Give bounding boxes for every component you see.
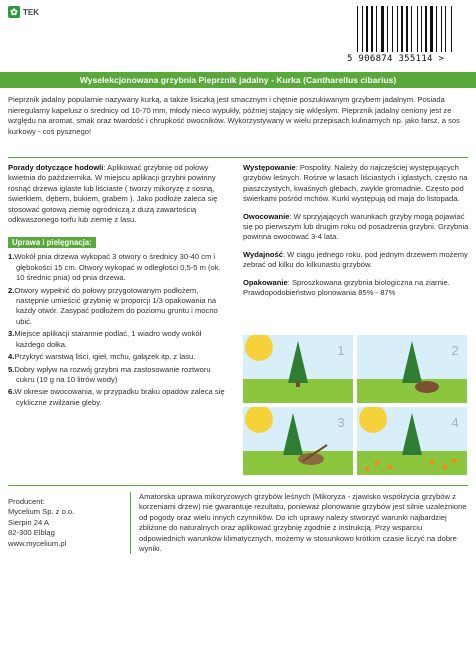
producer-website: www.mycelium.pl (8, 538, 67, 548)
occurrence-text: : Pospolity. Należy do najczęściej występujących grzybów leśnych. Rośnie w lasach liściastych i iglastych, często na piaszczystych, kwaśnych glebach, zwykle gromadnie. Często pod świerkami pośród mchów. Kurki występują od maja do listopada. (243, 163, 468, 204)
barcode-bar (378, 6, 380, 52)
pictogram-number: 3 (337, 415, 345, 430)
product-title: Wyselekcjonowana grzybnia Pieprznik jadalny - Kurka (Cantharellus cibarius) (0, 72, 476, 88)
barcode-bar (443, 6, 444, 52)
barcode-bar (406, 6, 408, 52)
fruiting-heading: Owocowanie (243, 211, 290, 221)
care-step: 2.Otwory wypełnić do połowy przygotowanym podłożem, następnie umieścić grzybnię w proporcji 1/3 opakowania na każdy otwór. Zasypać podłożem do poziomu gruntu i mocno ubić. (8, 285, 218, 326)
barcode (347, 6, 465, 68)
planting-pictograms (243, 335, 467, 475)
barcode-bar (418, 6, 420, 52)
barcode-bar (389, 6, 391, 52)
barcode-bar (441, 6, 442, 52)
tips-text: : Aplikować grzybnię od połowy kwietnia do października. W miejscu aplikacji grzybni powinny rosnąć drzewa iglaste lub liściaste ( tworzy mikoryzę z sosną, świerkiem, dębem, bukiem, grabem ). Jako podłoże zaleca się stosować gotową ziemię ogrodniczą z dużą zawartością odkwaszonego torfu lub ziemię z lasu. (8, 163, 218, 225)
packaging-text: : Sproszkowana grzybnia biologiczna na ziarnie. Prawdopodobieństwo plonowania 85% - 87% (243, 277, 450, 298)
yield-paragraph (243, 250, 469, 271)
barcode-bar (387, 6, 388, 52)
care-step: 6.W okresie owocowania, w przypadku braku opadów zaleca się cykliczne zwilżanie gleby. (8, 387, 225, 407)
barcode-bar (394, 6, 397, 52)
barcode-bar (421, 6, 422, 52)
barcode-bar (376, 6, 377, 52)
barcode-bar (364, 6, 365, 52)
disclaimer-text: Amatorska uprawa mikoryzowych grzybów leśnych (Mikoryza - zjawisko współżycia grzybów z korzeniami drzew) nie gwarantuje rezultatu, ponieważ plonowanie grzybów jest silnie uzależnione od pogody oraz wielu innych czynników. Do ich uprawy należy stworzyć warunki najbardziej zbliżone do naturalnych oraz aplikować grzybnię zgodnie z instrukcją. Przy wsparciu odpowiednich warunków klimatycznych, możemy w stosunkowo krótkim czasie liczyć na dobre wyniki. (130, 492, 470, 554)
barcode-bar (374, 6, 375, 52)
barcode-bar (451, 6, 452, 52)
barcode-bar (371, 6, 373, 52)
barcode-bar (359, 6, 361, 52)
barcode-bar (366, 6, 369, 52)
divider-bottom (8, 485, 468, 486)
pictogram-step-4 (357, 407, 467, 475)
barcode-bar (357, 6, 358, 52)
yield-text: : W ciągu jednego roku, pod jednym drzewem możemy zebrać od kilku do kilkunastu grzybów. (243, 249, 468, 270)
barcode-bar (434, 6, 435, 52)
packaging-heading: Opakowanie (243, 277, 288, 287)
barcode-bars (357, 6, 455, 52)
barcode-bar (397, 6, 398, 52)
tips-heading: Porady dotyczące hodowli (8, 163, 104, 172)
producer-label: Producent: (8, 497, 45, 506)
barcode-bar (445, 6, 447, 52)
barcode-bar (417, 6, 418, 52)
yield-heading: Wydajność (243, 249, 283, 259)
care-step: 3.Miejsce aplikacji starannie podlać, 1 wiadro wody wokół każdego dołka. (8, 329, 202, 349)
pictogram-number: 4 (451, 415, 459, 430)
barcode-bar (423, 6, 424, 52)
pictogram-step-1 (243, 335, 353, 403)
care-steps (8, 252, 230, 408)
occurrence-paragraph (243, 163, 469, 205)
care-step: 4.Przykryć warstwą liści, igieł, mchu, gałązek itp. z lasu. (8, 352, 196, 362)
occurrence-heading: Występowanie (243, 163, 296, 172)
leaf-icon: ✿ (8, 6, 20, 18)
pictogram-step-3 (243, 407, 353, 475)
barcode-bar (430, 6, 433, 52)
barcode-bar (362, 6, 363, 52)
right-column (243, 163, 469, 305)
left-column (8, 163, 230, 410)
pictogram-step-2 (357, 335, 467, 403)
barcode-bar (381, 6, 384, 52)
brand-text: TEK (23, 7, 39, 17)
barcode-bar (453, 6, 454, 52)
packaging-paragraph (243, 278, 469, 299)
pictogram-number: 2 (451, 343, 459, 358)
divider-top (8, 157, 468, 158)
care-step: 5.Dobry wpływ na rozwój grzybni ma zastosowanie roztworu cukru (10 g na 10 litrów wody) (8, 364, 211, 384)
barcode-bar (425, 6, 427, 52)
brand-logo (8, 6, 39, 18)
barcode-bar (404, 6, 405, 52)
barcode-bar (409, 6, 410, 52)
tips-paragraph (8, 163, 230, 225)
fruiting-paragraph (243, 212, 469, 243)
intro-text: Pieprznik jadalny popularnie nazywany kurką, a także lisiczką jest smacznym i chętnie poszukiwanym grzybem jadalnym. Posiada nieregularny kapelusz o średnicy od 10-70 mm, młody nieco wypukły, później stający się wklęsłym. Pieprznik jadalny ceniony jest ze względu na aromat, smak oraz twardość i chrupkość owocników. Wykorzystywany w wielu przepisach kulinarnych np. jako farsz, a sos kurkowy - coś pysznego! (8, 95, 460, 136)
barcode-bar (413, 6, 416, 52)
barcode-number: 5 906874 355114 > (347, 54, 445, 64)
care-heading: Uprawa i pielęgnacja: (8, 237, 96, 248)
barcode-bar (428, 6, 429, 52)
barcode-bar (411, 6, 412, 52)
fruiting-text: : W sprzyjających warunkach grzyby mogą pojawiać się po pierwszym lub drugim roku od posadzenia grzybni. Grzybnia powinna owocować 3-4 lata. (243, 211, 469, 242)
producer-info (8, 497, 118, 549)
barcode-bar (392, 6, 393, 52)
producer-line: Mycelium Sp. z o.o. (8, 507, 75, 517)
barcode-bar (438, 6, 440, 52)
care-step: 1.Wokół pnia drzewa wykopać 3 otwory o średnicy 30-40 cm i głębokości 15 cm. Otwory wykopać w odległości 0,5-5 m (ok. 10 średnic pnia) od pnia drzewa. (8, 252, 221, 283)
barcode-bar (401, 6, 403, 52)
barcode-bar (369, 6, 370, 52)
barcode-bar (399, 6, 400, 52)
barcode-bar (436, 6, 437, 52)
producer-line: Sierpin 24 A (8, 517, 49, 527)
producer-line: 82-300 Elbląg (8, 528, 55, 538)
barcode-bar (447, 6, 450, 52)
barcode-bar (385, 6, 386, 52)
pictogram-number: 1 (337, 343, 345, 358)
